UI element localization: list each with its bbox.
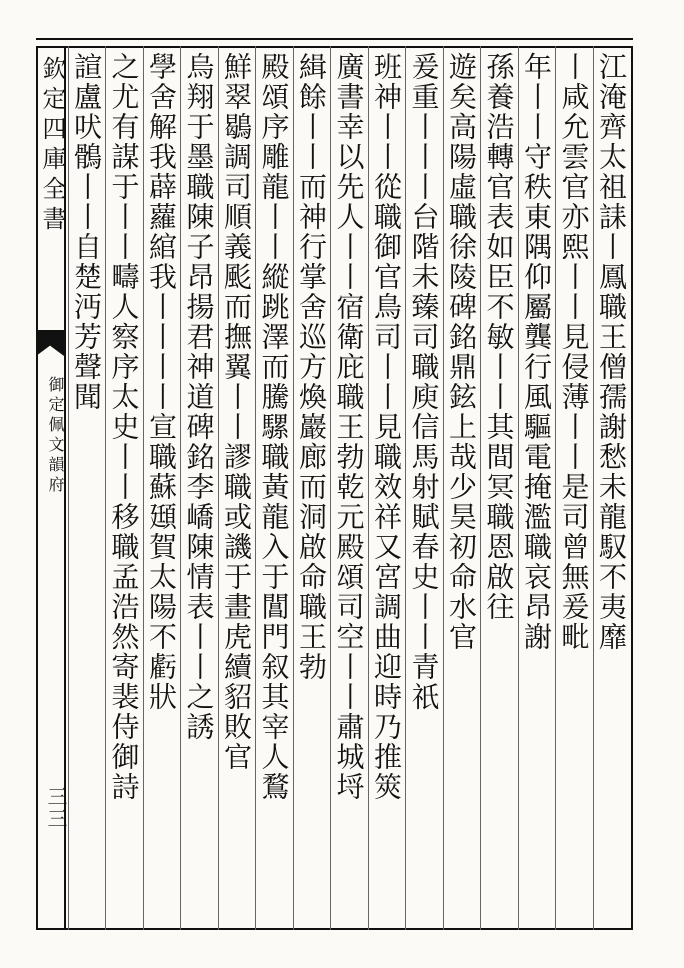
column-rule (518, 46, 519, 930)
column-rule (368, 46, 369, 930)
page-number: 三三 (44, 786, 68, 830)
column-rule (293, 46, 294, 930)
column-rule (480, 46, 481, 930)
column-rule (443, 46, 444, 930)
text-column: 江淹齊太祖誄丨鳳職王僧孺謝愁未龍馭不夷靡 (595, 52, 628, 652)
text-column: 學舍解我薜蘿綰我丨丨丨丨宣職蘇頲賀太陽不虧狀 (145, 52, 178, 712)
text-column: 鮮翠鶡調司順義颩而撫翼丨丨謬職或譏于畫虎續貂敗官 (220, 52, 253, 772)
text-column: 烏翔于墨職陳子昂揚君神道碑銘李嶠陳情表丨丨之誘 (182, 52, 216, 742)
book-title: 欽定四庫全書 (38, 56, 66, 236)
fish-tail-mark (36, 330, 64, 356)
text-column: 孫養浩轉官表如臣不敏丨丨其間冥職恩啟往 (482, 52, 516, 622)
text-column: 諠盧吠鶻丨丨自楚沔芳聲聞 (70, 52, 103, 412)
text-column: 年丨丨守秩東隅仰屬龔行風驅電掩濫職哀昂謝 (520, 52, 553, 652)
column-rule (330, 46, 331, 930)
text-column: 廣書幸以先人丨丨宿衛庇職王勃乾元殿頌司空丨丨肅城埒 (332, 52, 366, 802)
text-column: 殿頌序雕龍丨丨縱跳澤而騰騾職黃龍入于閶門叙其宰人鶩 (257, 52, 291, 802)
column-rule (405, 46, 406, 930)
text-column: 之尤有謀于丨丨疇人察序太史丨丨移職孟浩然寄裴侍御詩 (107, 52, 141, 802)
text-column: 遊矣高陽虛職徐陵碑銘鼎鉉上哉少昊初命水官 (445, 52, 478, 652)
column-rule (68, 46, 69, 930)
column-rule (180, 46, 181, 930)
text-column: 丨咸允雲官亦熙丨丨見侵薄丨丨是司曾無爰毗 (557, 52, 591, 652)
text-column: 爰重丨丨丨台階未臻司職庾信馬射賦春史丨丨青祇 (407, 52, 441, 712)
column-rule (105, 46, 106, 930)
column-rule (143, 46, 144, 930)
side-column (36, 46, 66, 930)
text-column: 緝餘丨丨而神行掌舍巡方煥巖廊而洞啟命職王勃 (295, 52, 328, 682)
top-border (36, 38, 633, 40)
column-rule (593, 46, 594, 930)
column-rule (555, 46, 556, 930)
column-rule (218, 46, 219, 930)
column-rule (255, 46, 256, 930)
text-column: 班神丨丨從職御官鳥司丨丨見職效祥又宮調曲迎時乃推筴 (370, 52, 403, 802)
section-title: 御定佩文韻府 (46, 376, 65, 496)
